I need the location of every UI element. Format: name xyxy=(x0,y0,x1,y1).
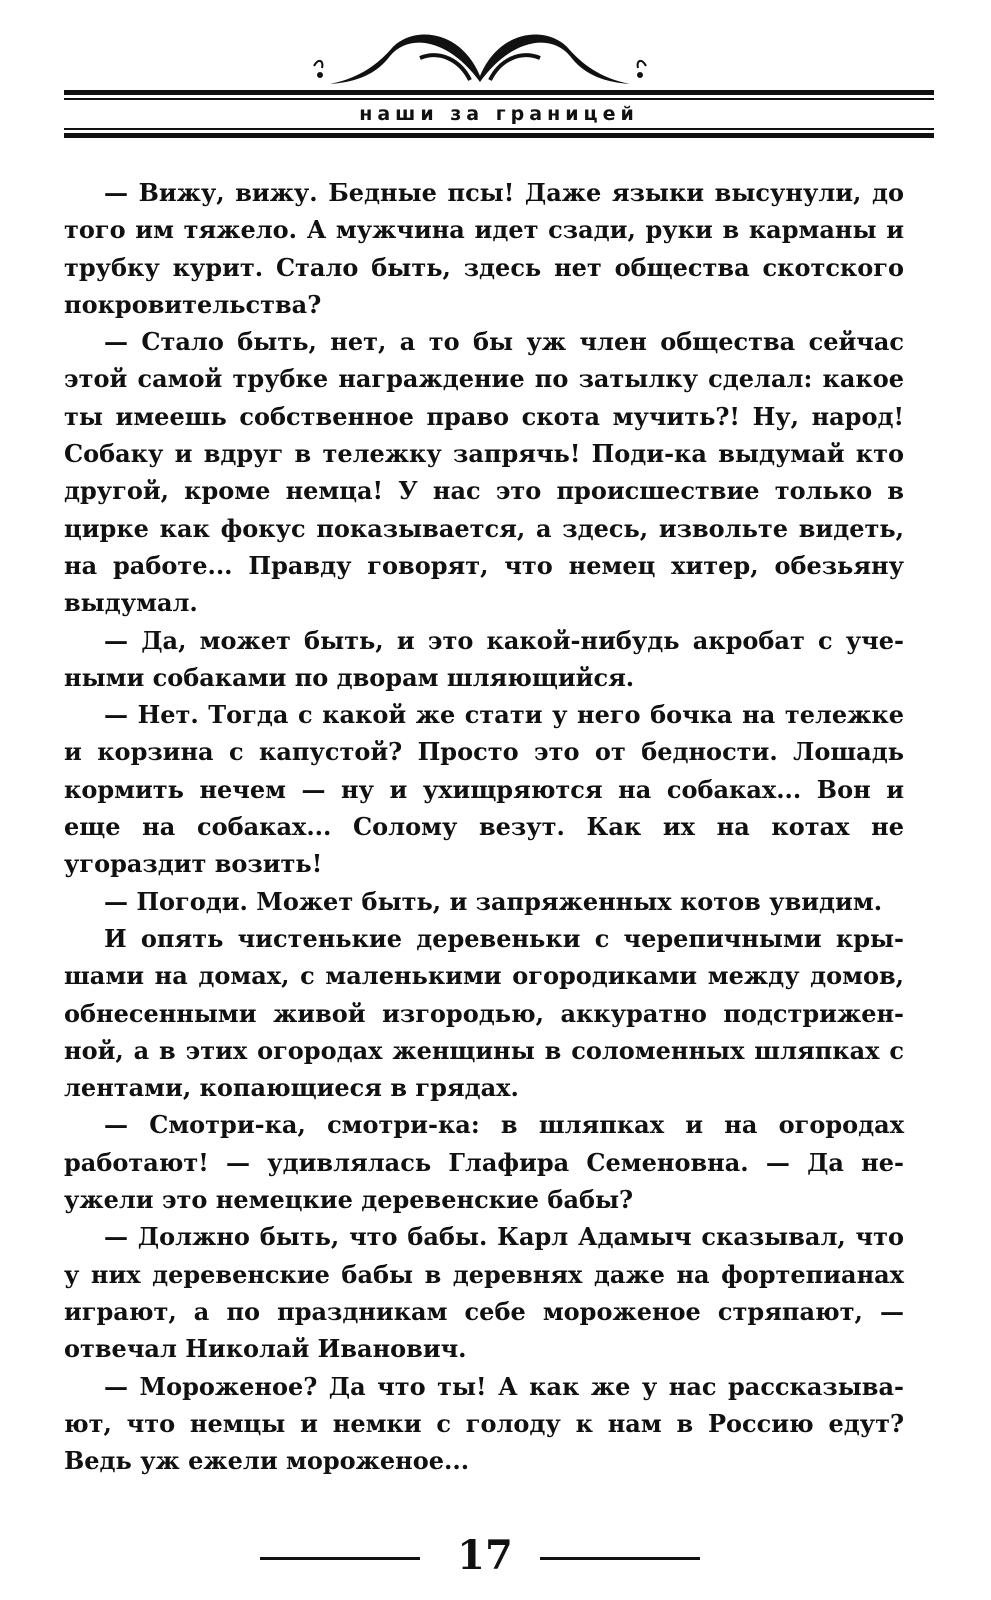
header-rule-bottom-thin xyxy=(64,128,934,130)
paragraph: — Вижу, вижу. Бедные псы! Даже языки высунули, до того им тяжело. А мужчина идет сзади, руки в карманы и трубку курит. Стало быть, здесь нет общества скотского покровительства? xyxy=(64,178,904,319)
main-text xyxy=(64,174,904,1479)
paragraph: — Погоди. Может быть, и запряженных котов увидим. xyxy=(104,886,883,916)
running-title: наши за границей xyxy=(359,103,639,125)
page-footer xyxy=(250,1530,720,1580)
header-ornament-icon xyxy=(300,20,660,100)
paragraph: — Должно быть, что бабы. Карл Адамыч сказывал, что у них деревенские бабы в деревнях даже на фортепианах играют, а по праздникам себе мороженое стряпают, — отвечал Николай Иванович. xyxy=(64,1222,904,1364)
paragraph: — Мороженое? Да что ты! А как же у нас рассказывают, что немцы и немки с голоду к нам в Россию едут? Ведь уж ежели мороженое... xyxy=(64,1371,904,1476)
footer-rule-right xyxy=(540,1557,700,1560)
paragraph: — Да, может быть, и это какой-нибудь акробат с учеными собаками по дворам шляющийся. xyxy=(64,625,904,692)
page-number: 17 xyxy=(457,1532,513,1579)
paragraph: — Нет. Тогда с какой же стати у него бочка на тележке и корзина с капустой? Просто это от бедности. Лошадь кормить нечем — ну и ухищряются на собаках... Вон и еще на собаках... Солому везут. Как их на котах не угораздит возить! xyxy=(64,700,904,879)
header-rule-top-thick xyxy=(64,90,934,95)
paragraph: И опять чистенькие деревеньки с черепичными крышами на домах, с маленькими огородиками между домов, обнесенными живой изгородью, аккуратно подстриженной, а в этих огородах женщины в соломенных шляпках с лентами, копающиеся в грядах. xyxy=(64,923,904,1103)
paragraph: — Стало быть, нет, а то бы уж член общества сейчас этой самой трубке награждение по затылку сделал: какое ты имеешь собственное право скота мучить?! Ну, народ! Собаку и вдруг в тележку запрячь! Поди-ка выдумай кто другой, кроме немца! У нас это происшествие только в цирке как фокус показывается, а здесь, извольте видеть, на работе... Правду говорят, что немец хитер, обезьяну выдумал. xyxy=(64,327,904,618)
header-rule-top-thin xyxy=(64,98,934,100)
paragraph: — Смотри-ка, смотри-ка: в шляпках и на огородах работают! — удивлялась Глафира Семеновна. — Да неужели это немецкие деревенские бабы? xyxy=(64,1110,904,1215)
header-rule-bottom-thick xyxy=(64,133,934,138)
